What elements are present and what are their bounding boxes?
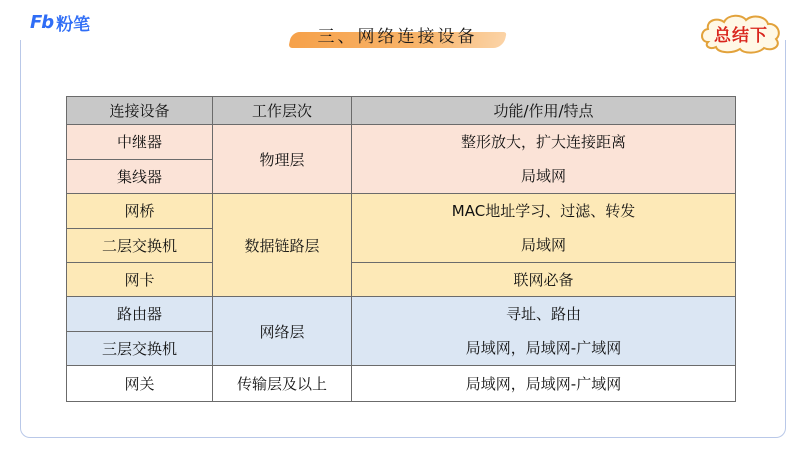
feature-cell: 联网必备 — [352, 263, 736, 297]
feature-line: 局域网 — [520, 167, 566, 185]
device-cell: 网桥 — [67, 194, 213, 229]
feature-cell — [352, 194, 736, 263]
feature-cell — [352, 297, 736, 366]
brand-name: 粉笔 — [56, 14, 91, 35]
device-cell: 集线器 — [67, 159, 213, 194]
layer-cell: 传输层及以上 — [213, 366, 352, 402]
network-devices-table — [66, 96, 736, 402]
layer-cell: 数据链路层 — [213, 194, 352, 297]
device-cell: 路由器 — [67, 297, 213, 332]
feature-line: 局域网 — [520, 236, 566, 254]
device-cell: 三层交换机 — [67, 331, 213, 366]
summary-badge — [698, 12, 784, 54]
section-title — [290, 22, 505, 48]
feature-line: MAC地址学习、过滤、转发 — [451, 202, 636, 220]
device-cell: 中继器 — [67, 125, 213, 160]
layer-cell: 网络层 — [213, 297, 352, 366]
table-row — [67, 297, 736, 332]
summary-label: 总结下 — [714, 26, 768, 46]
table-row — [67, 194, 736, 229]
feature-line: 寻址、路由 — [505, 305, 581, 323]
device-cell: 二层交换机 — [67, 228, 213, 263]
layer-cell: 物理层 — [213, 125, 352, 194]
brand-mark: Fb — [30, 11, 54, 33]
header-device: 连接设备 — [67, 97, 213, 125]
feature-cell — [352, 125, 736, 194]
table-row — [67, 125, 736, 160]
feature-cell: 局域网，局域网-广域网 — [352, 366, 736, 402]
table-row — [67, 366, 736, 402]
page-title: 三、网络连接设备 — [317, 27, 478, 47]
header-layer: 工作层次 — [213, 97, 352, 125]
feature-line: 整形放大，扩大连接距离 — [460, 133, 626, 151]
brand-logo — [30, 10, 90, 34]
table-header-row — [67, 97, 736, 125]
header-function: 功能/作用/特点 — [352, 97, 736, 125]
feature-line: 局域网，局域网-广域网 — [465, 339, 622, 357]
table-row — [67, 263, 736, 297]
device-cell: 网关 — [67, 366, 213, 402]
device-cell: 网卡 — [67, 263, 213, 297]
